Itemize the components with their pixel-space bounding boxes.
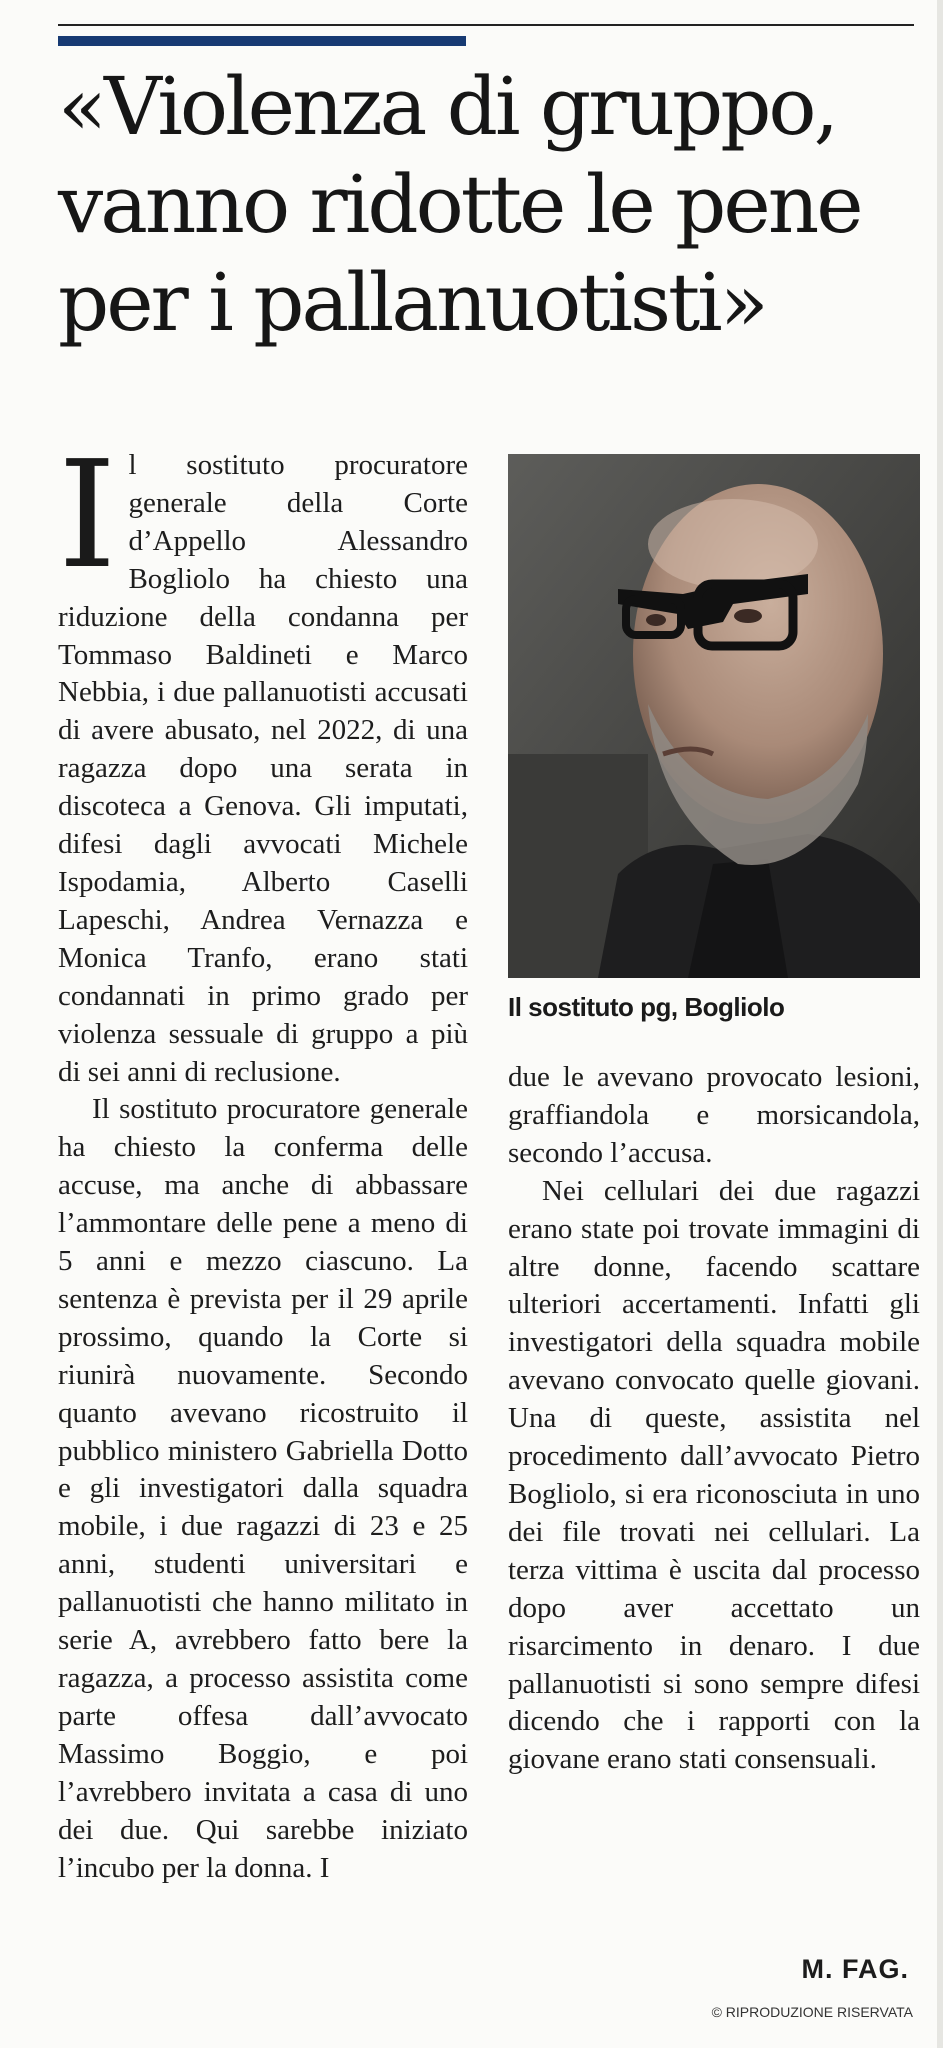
photo-caption: Il sostituto pg, Bogliolo [508, 992, 785, 1022]
accent-bar [58, 36, 466, 46]
author-signature: M. FAG. [801, 1954, 909, 1984]
article-body-right [508, 1059, 920, 1779]
portrait-photo [508, 454, 920, 978]
copyright-notice: © RIPRODUZIONE RISERVATA [711, 2004, 913, 2020]
paragraph: Il sostituto procuratore generale ha chiesto la conferma delle accuse, ma anche di abbassare l’ammontare delle pene a meno di 5 anni e mezzo ciascuno. La sentenza è prevista per il 29 aprile prossimo, quando la Corte si riunirà nuovamente. Secondo quanto avevano ricostruito il pubblico ministero Gabriella Dotto e gli investigatori dalla squadra mobile, i due ragazzi di 23 e 25 anni, studenti universitari e pallanuotisti che hanno militato in serie A, avrebbero fatto bere la ragazza, a processo assistita come parte offesa dall’avvocato Massimo Boggio, e poi l’avrebbero invitata a casa di uno dei due. Qui sarebbe iniziato l’incubo per la donna. I [58, 1093, 468, 1884]
drop-cap: I [58, 429, 117, 601]
paragraph: Nei cellulari dei due ragazzi erano state poi trovate immagini di altre donne, facendo scattare ulteriori accertamenti. Infatti gli investigatori della squadra mobile avevano convocato quelle giovani. Una di queste, assistita nel procedimento dall’avvocato Pietro Bogliolo, si era riconosciuta in uno dei file trovati nei cellulari. La terza vittima è uscita dal processo dopo aver accettato un risarcimento in denaro. I due pallanuotisti si sono sempre difesi dicendo che i rapporti con la giovane erano stati consensuali. [508, 1174, 920, 1776]
headline-line: vanno ridotte le pene [58, 158, 861, 251]
page-edge [937, 0, 943, 2048]
paragraph [58, 429, 468, 1091]
headline [58, 58, 928, 352]
headline-line: «Violenza di gruppo, [58, 60, 837, 153]
paragraph-text: l sostituto procuratore generale della Corte d’Appello Alessandro Bogliolo ha chiesto una riduzione della condanna per Tommaso Baldineti e Marco Nebbia, i due pallanuotisti accusati di avere abusato, nel 2022, di una ragazza dopo una serata in discoteca a Genova. Gli imputati, difesi dagli avvocati Michele Ispodamia, Alberto Caselli Lapeschi, Andrea Vernazza e Monica Tranfo, erano stati condannati in primo grado per violenza sessuale di gruppo a più di sei anni di reclusione. [58, 449, 468, 1088]
headline-line: per i pallanuotisti» [58, 256, 766, 349]
top-rule [58, 24, 914, 26]
paragraph: due le avevano provocato lesioni, graffiandola e morsicandola, secondo l’accusa. [508, 1061, 920, 1169]
article-body-left [58, 429, 468, 1887]
